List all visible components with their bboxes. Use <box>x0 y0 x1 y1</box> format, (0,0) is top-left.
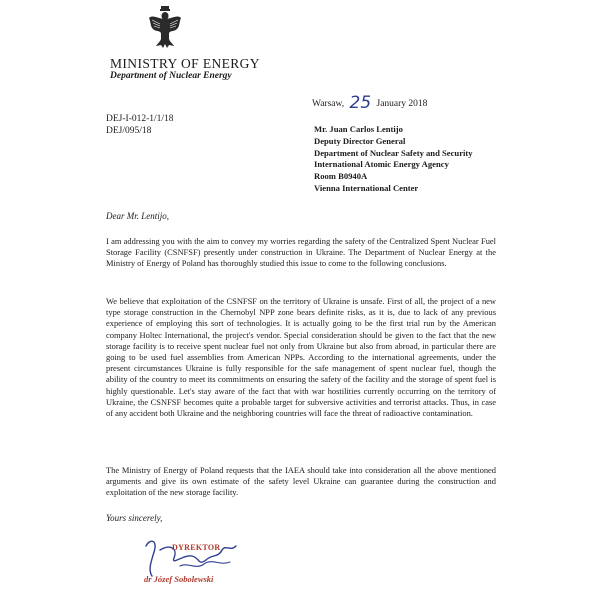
recipient-title: Deputy Director General <box>314 135 406 146</box>
ministry-name: MINISTRY OF ENERGY <box>110 56 260 71</box>
date-day-handwritten: 25 <box>349 93 372 113</box>
department-name: Department of Nuclear Energy <box>110 71 232 81</box>
recipient-department: Department of Nuclear Safety and Security <box>314 147 473 158</box>
recipient-room: Room B0940A <box>314 171 368 182</box>
polish-eagle-emblem-icon <box>148 6 182 50</box>
body-paragraph: The Ministry of Energy of Poland requests that the IAEA should take into consideration all the above mentioned arguments and give its own estimate of the safety level Ukraine can guarantee during the construction and exploitation of the new storage facility. <box>106 465 496 498</box>
recipient-name: Mr. Juan Carlos Lentijo <box>314 124 403 134</box>
reference-numbers <box>106 113 174 137</box>
letter-date <box>312 91 427 111</box>
signature-role: DYREKTOR <box>172 543 221 552</box>
reference-line: DEJ-I-012-1/1/18 <box>106 114 174 124</box>
closing: Yours sincerely, <box>106 513 163 523</box>
salutation: Dear Mr. Lentijo, <box>106 211 169 221</box>
recipient-address <box>314 124 473 195</box>
reference-line: DEJ/095/18 <box>106 126 152 136</box>
signature-name: dr Józef Sobolewski <box>144 574 214 584</box>
body-paragraph: We believe that exploitation of the CSNFSF on the territory of Ukraine is unsafe. First of all, the project of a new type storage construction in the Chernobyl NPP zone bears definite risks, as it is, due to lack of any previous experience of employing this sort of technologies. It is actually going to be the first trial run by the American company Holtec International, the project's vendor. Special consideration should be given to the fact that the new storage facility is to receive spent nuclear fuel not only from Ukraine but also from abroad, in particular there are going to be used fuel assemblies from American NPPs. According to the international agreements, under the present circumstances Ukraine is fully responsible for the safe management of spent nuclear fuel, though the ability of the country to meet its commitments on ensuring the safety of the facility and the storage of spent fuel is highly questionable. Let's stay aware of the fact that with war hostilities currently occurring on the territory of Ukraine, the CSNFSF becomes quite a probable target for subversive activities and terrorist attacks. Thus, in case of any accident both Ukraine and the neighboring countries will face the threat of radioactive contamination. <box>106 296 496 419</box>
recipient-organization: International Atomic Energy Agency <box>314 159 449 170</box>
recipient-location: Vienna International Center <box>314 182 419 193</box>
body-paragraph: I am addressing you with the aim to convey my worries regarding the safety of the Centralized Spent Nuclear Fuel Storage Facility (CSNFSF) presently under construction in Ukraine. The Department of Nuclear Energy at the Ministry of Energy of Poland has thoroughly studied this issue to come to the following conclusions. <box>106 236 496 269</box>
date-month-year: January 2018 <box>376 99 428 109</box>
date-place: Warsaw, <box>312 99 345 109</box>
